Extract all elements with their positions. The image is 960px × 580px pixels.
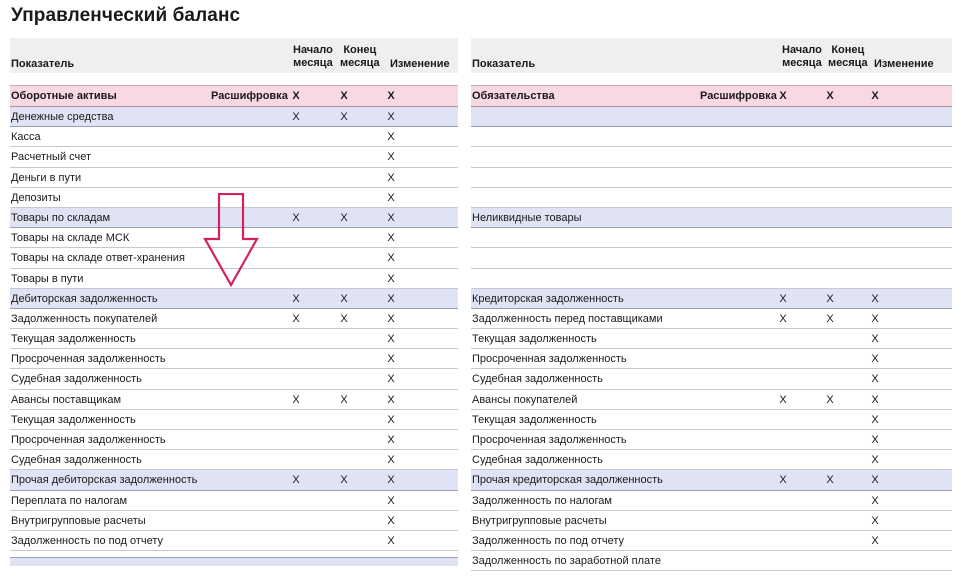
table-row xyxy=(471,349,952,369)
row-label: Текущая задолженность xyxy=(472,333,597,346)
end-mark: X xyxy=(340,312,348,325)
table-row xyxy=(10,369,458,389)
change-mark: X xyxy=(871,90,879,102)
table-row xyxy=(10,309,458,329)
change-mark: X xyxy=(871,292,879,305)
change-mark: X xyxy=(387,232,395,245)
row-label: Депозиты xyxy=(11,191,61,204)
table-row xyxy=(471,551,952,571)
row-label: Расчетный счет xyxy=(11,151,92,164)
start-mark: X xyxy=(779,312,787,325)
spacer xyxy=(471,73,952,85)
change-mark: X xyxy=(871,373,879,386)
change-mark: X xyxy=(871,514,879,527)
row-label: Авансы покупателей xyxy=(472,393,578,406)
row-label: Товары на складе ответ-хранения xyxy=(11,252,185,265)
table-row xyxy=(471,410,952,430)
change-mark: X xyxy=(387,393,395,406)
end-mark: X xyxy=(826,393,834,406)
end-mark: X xyxy=(340,292,348,305)
table-row xyxy=(471,491,952,511)
group-row xyxy=(471,289,952,309)
row-label: Прочая дебиторская задолженность xyxy=(11,474,198,487)
row-label: Переплата по налогам xyxy=(11,494,128,507)
table-row xyxy=(10,390,458,410)
change-mark: X xyxy=(871,333,879,346)
page-title: Управленческий баланс xyxy=(11,5,241,26)
row-label: Задолженность покупателей xyxy=(11,312,158,325)
group-row xyxy=(471,107,952,127)
end-mark: X xyxy=(340,393,348,406)
row-label: Кредиторская задолженность xyxy=(472,292,624,305)
table-row xyxy=(471,450,952,470)
group-row xyxy=(10,107,458,127)
table-row xyxy=(471,168,952,188)
table-row xyxy=(471,228,952,248)
section-row xyxy=(10,85,458,107)
decode-link[interactable]: Расшифровка xyxy=(700,90,777,102)
change-mark: X xyxy=(387,312,395,325)
change-mark: X xyxy=(387,151,395,164)
start-mark: X xyxy=(779,474,787,487)
change-mark: X xyxy=(871,353,879,366)
row-label: Товары в пути xyxy=(11,272,84,285)
change-mark: X xyxy=(387,474,395,487)
row-label: Касса xyxy=(11,131,41,144)
column-header-start: Начало месяца xyxy=(782,44,822,69)
decode-link[interactable]: Расшифровка xyxy=(211,90,288,102)
row-label: Неликвидные товары xyxy=(472,211,582,224)
start-mark: X xyxy=(292,90,300,102)
section-row xyxy=(471,85,952,107)
change-mark: X xyxy=(871,534,879,547)
change-mark: X xyxy=(387,211,395,224)
row-label: Задолженность по налогам xyxy=(472,494,612,507)
start-mark: X xyxy=(292,211,300,224)
group-row-partial xyxy=(10,557,458,566)
row-label: Текущая задолженность xyxy=(11,413,136,426)
section-title: Оборотные активы xyxy=(11,90,117,102)
row-label: Дебиторская задолженность xyxy=(11,292,158,305)
table-row xyxy=(471,127,952,147)
down-arrow-icon xyxy=(203,193,259,287)
start-mark: X xyxy=(779,393,787,406)
column-header-change: Изменение xyxy=(874,58,934,70)
row-label: Товары по складам xyxy=(11,211,111,224)
row-label: Судебная задолженность xyxy=(11,373,142,386)
end-mark: X xyxy=(340,211,348,224)
group-row xyxy=(10,289,458,309)
table-row xyxy=(10,430,458,450)
row-label: Судебная задолженность xyxy=(472,454,603,467)
change-mark: X xyxy=(387,454,395,467)
row-label: Внутригрупповые расчеты xyxy=(472,514,607,527)
row-label: Внутригрупповые расчеты xyxy=(11,514,146,527)
start-mark: X xyxy=(292,393,300,406)
table-row xyxy=(471,390,952,410)
change-mark: X xyxy=(387,191,395,204)
table-row xyxy=(10,410,458,430)
column-header-change: Изменение xyxy=(390,58,450,70)
change-mark: X xyxy=(387,90,395,102)
row-label: Судебная задолженность xyxy=(11,454,142,467)
table-row xyxy=(10,147,458,167)
column-header-indicator: Показатель xyxy=(472,58,536,70)
change-mark: X xyxy=(387,413,395,426)
change-mark: X xyxy=(387,272,395,285)
row-label: Деньги в пути xyxy=(11,171,82,184)
end-mark: X xyxy=(826,292,834,305)
section-title: Обязательства xyxy=(472,90,555,102)
row-label: Авансы поставщикам xyxy=(11,393,122,406)
table-row xyxy=(471,248,952,268)
table-row xyxy=(471,430,952,450)
table-row xyxy=(471,269,952,289)
change-mark: X xyxy=(387,514,395,527)
change-mark: X xyxy=(871,413,879,426)
table-row xyxy=(471,147,952,167)
table-row xyxy=(10,349,458,369)
change-mark: X xyxy=(387,111,395,123)
start-mark: X xyxy=(779,90,787,102)
change-mark: X xyxy=(387,292,395,305)
row-label: Товары на складе МСК xyxy=(11,232,130,245)
end-mark: X xyxy=(826,312,834,325)
change-mark: X xyxy=(387,171,395,184)
table-header xyxy=(471,38,952,73)
row-label: Задолженность перед поставщиками xyxy=(472,312,663,325)
row-label: Судебная задолженность xyxy=(472,373,603,386)
group-row xyxy=(471,208,952,228)
start-mark: X xyxy=(292,292,300,305)
table-header xyxy=(10,38,458,73)
liabilities-table xyxy=(471,38,952,571)
change-mark: X xyxy=(871,494,879,507)
row-label: Просроченная задолженность xyxy=(11,434,166,446)
end-mark: X xyxy=(826,474,834,487)
start-mark: X xyxy=(292,312,300,325)
row-label: Просроченная задолженность xyxy=(11,353,166,366)
change-mark: X xyxy=(387,434,395,446)
row-label: Текущая задолженность xyxy=(472,413,597,426)
change-mark: X xyxy=(387,131,395,144)
row-label: Задолженность по под отчету xyxy=(11,534,164,547)
table-row xyxy=(10,531,458,551)
row-label: Прочая кредиторская задолженность xyxy=(472,474,663,487)
table-row xyxy=(471,309,952,329)
change-mark: X xyxy=(387,333,395,346)
table-row xyxy=(10,168,458,188)
change-mark: X xyxy=(387,252,395,265)
group-row xyxy=(471,470,952,490)
spacer xyxy=(10,73,458,85)
column-header-end: Конец месяца xyxy=(340,44,380,69)
end-mark: X xyxy=(340,474,348,487)
table-row xyxy=(10,511,458,531)
change-mark: X xyxy=(871,474,879,487)
start-mark: X xyxy=(292,474,300,487)
row-label: Задолженность по заработной плате xyxy=(472,555,661,568)
change-mark: X xyxy=(387,373,395,386)
column-header-start: Начало месяца xyxy=(293,44,333,69)
row-label: Текущая задолженность xyxy=(11,333,136,346)
table-row xyxy=(471,369,952,389)
end-mark: X xyxy=(826,90,834,102)
end-mark: X xyxy=(340,90,348,102)
change-mark: X xyxy=(871,434,879,446)
row-label: Задолженность по под отчету xyxy=(472,534,625,547)
end-mark: X xyxy=(340,111,348,123)
table-row xyxy=(10,491,458,511)
table-row xyxy=(471,531,952,551)
change-mark: X xyxy=(871,312,879,325)
start-mark: X xyxy=(779,292,787,305)
table-row xyxy=(10,450,458,470)
table-row xyxy=(10,127,458,147)
column-header-end: Конец месяца xyxy=(828,44,868,69)
group-row xyxy=(10,470,458,490)
change-mark: X xyxy=(387,353,395,366)
table-row xyxy=(10,329,458,349)
start-mark: X xyxy=(292,111,300,123)
row-label: Просроченная задолженность xyxy=(472,434,627,446)
assets-table xyxy=(10,38,458,566)
change-mark: X xyxy=(387,494,395,507)
change-mark: X xyxy=(387,534,395,547)
column-header-indicator: Показатель xyxy=(11,58,75,70)
change-mark: X xyxy=(871,454,879,467)
row-label: Денежные средства xyxy=(11,111,114,123)
change-mark: X xyxy=(871,393,879,406)
row-label: Просроченная задолженность xyxy=(472,353,627,366)
table-row xyxy=(471,188,952,208)
table-row xyxy=(471,329,952,349)
table-row xyxy=(471,511,952,531)
